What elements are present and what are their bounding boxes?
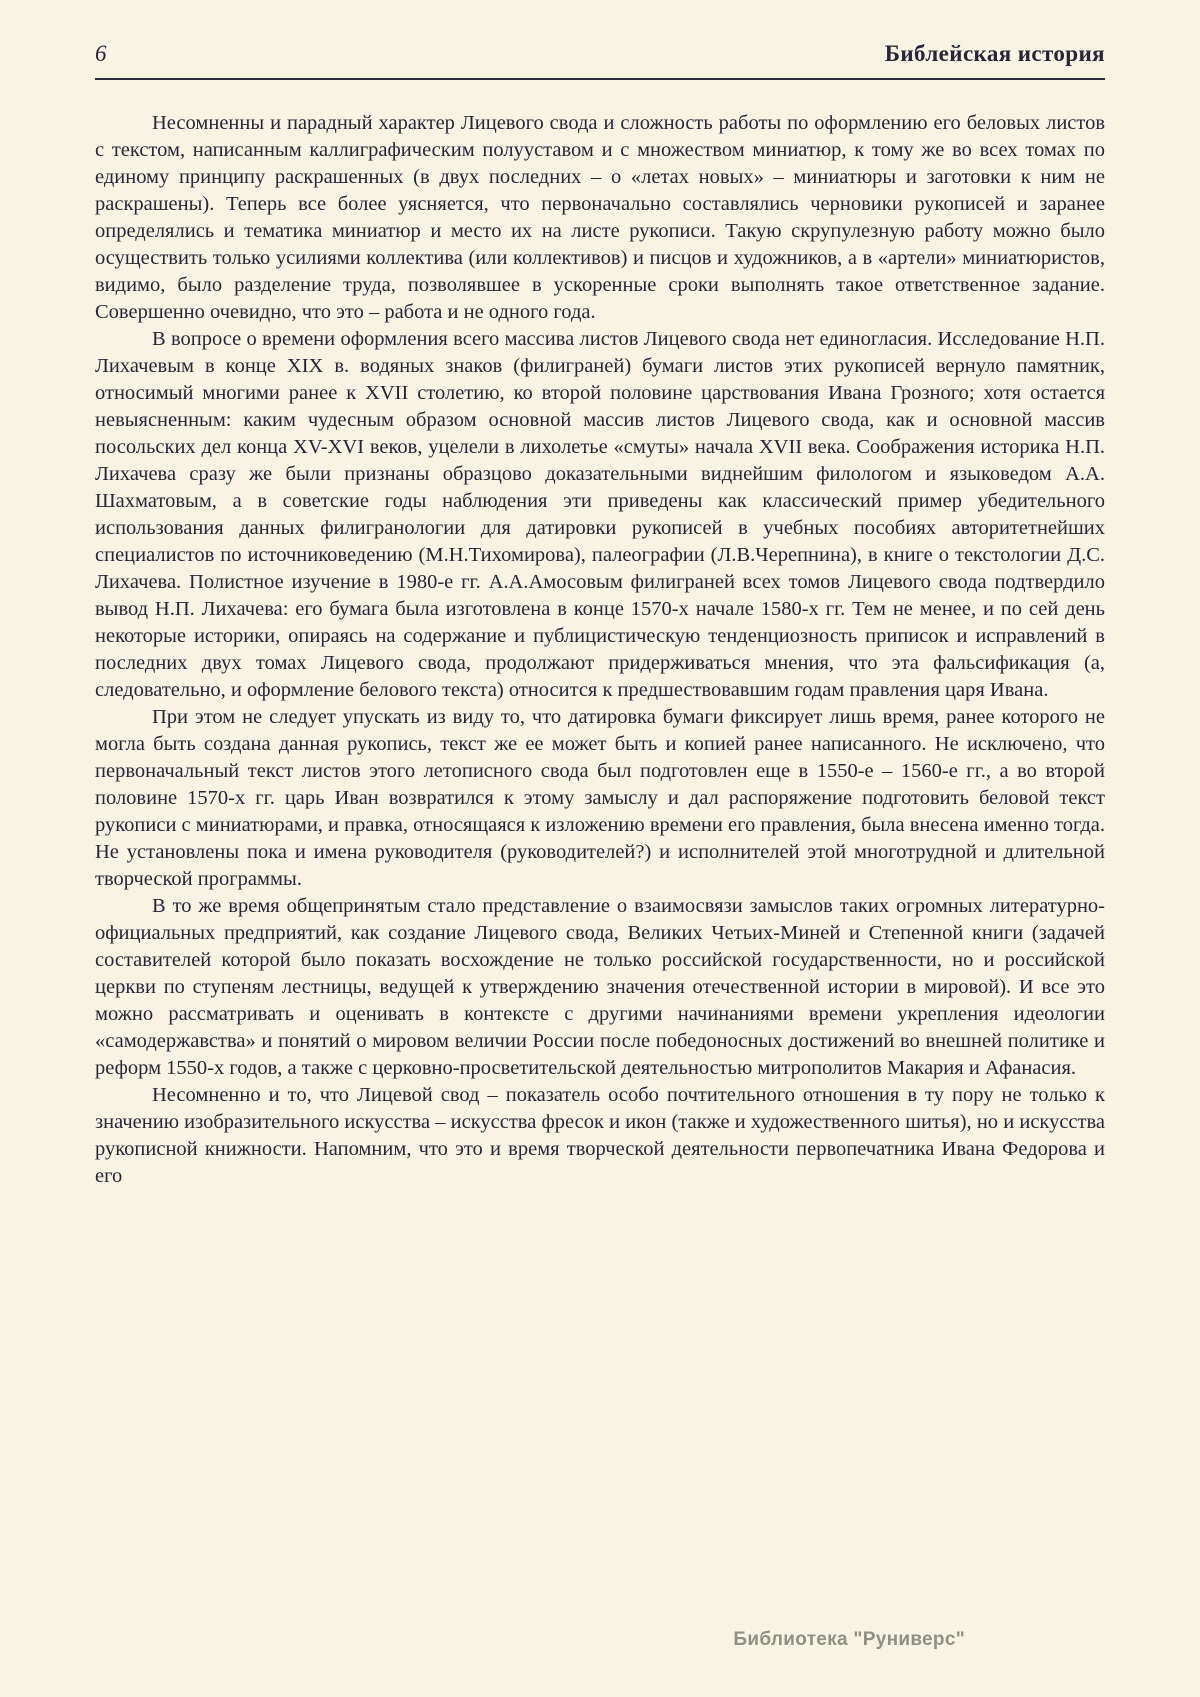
- paragraph-4: В то же время общепринятым стало представление о взаимосвязи замыслов таких огромных литературно-официальных предприятий, как создание Лицевого свода, Великих Четьих-Миней и Степенной книги (задачей составителей которой было показать восхождение не только российской государственности, но и российской церкви по ступеням лестницы, ведущей к утверждению значения отечественной истории в мировой). И все это можно рассматривать и оценивать в контексте с другими начинаниями времени укрепления идеологии «самодержавства» и понятий о мировом величии России после победоносных достижений во внешней политике и реформ 1550-х годов, а также с церковно-просветительской деятельностью митрополитов Макария и Афанасия.: [95, 894, 1105, 1079]
- page-number: 6: [95, 41, 107, 66]
- paragraph-3: При этом не следует упускать из виду то, что датировка бумаги фиксирует лишь время, ранее которого не могла быть создана данная рукопись, текст же ее может быть и копией ранее написанного. Не исключено, что первоначальный текст листов этого летописного свода был подготовлен еще в 1550-е – 1560-е гг., а во второй половине 1570-х гг. царь Иван возвратился к этому замыслу и дал распоряжение подготовить беловой текст рукописи с миниатюрами, и правка, относящаяся к изложению времени его правления, была внесена именно тогда. Не установлены пока и имена руководителя (руководителей?) и исполнителей этой многотрудной и длительной творческой программы.: [95, 705, 1105, 890]
- library-watermark: Библиотека "Руниверс": [733, 1629, 965, 1650]
- page-header: [95, 40, 1105, 68]
- header-rule: [95, 78, 1105, 80]
- paragraph-5: Несомненно и то, что Лицевой свод – показатель особо почтительного отношения в ту пору не только к значению изобразительного искусства – искусства фресок и икон (также и художественного шитья), но и искусства рукописной книжности. Напомним, что это и время творческой деятельности первопечатника Ивана Федорова и его: [95, 1083, 1105, 1187]
- paragraph-1: Несомненны и парадный характер Лицевого свода и сложность работы по оформлению его беловых листов с текстом, написанным каллиграфическим полууставом и с множеством миниатюр, к тому же во всех томах по единому принципу раскрашенных (в двух последних – о «летах новых» – миниатюры и заготовки к ним не раскрашены). Теперь все более уясняется, что первоначально составлялись черновики рукописей и заранее определялись и тематика миниатюр и место их на листе рукописи. Такую скрупулезную работу можно было осуществить только усилиями коллектива (или коллективов) и писцов и художников, а в «артели» миниатюристов, видимо, было разделение труда, позволявшее в ускоренные сроки выполнять такое ответственное задание. Совершенно очевидно, что это – работа и не одного года.: [95, 111, 1105, 323]
- paragraph-2: В вопросе о времени оформления всего массива листов Лицевого свода нет единогласия. Исследование Н.П. Лихачевым в конце XIX в. водяных знаков (филиграней) бумаги листов этих рукописей вернуло памятник, относимый многими ранее к XVII столетию, ко второй половине царствования Ивана Грозного; хотя остается невыясненным: каким чудесным образом основной массив листов Лицевого свода, как и основной массив посольских дел конца XV-XVI веков, уцелели в лихолетье «смуты» начала XVII века. Соображения историка Н.П. Лихачева сразу же были признаны образцово доказательными виднейшим филологом и языковедом А.А. Шахматовым, а в советские годы наблюдения эти приведены как классический пример убедительного использования данных филигранологии для датировки рукописей в учебных пособиях авторитетнейших специалистов по источниковедению (М.Н.Тихомирова), палеографии (Л.В.Черепнина), в книге о текстологии Д.С. Лихачева. Полистное изучение в 1980-е гг. А.А.Амосовым филиграней всех томов Лицевого свода подтвердило вывод Н.П. Лихачева: его бумага была изготовлена в конце 1570-х начале 1580-х гг. Тем не менее, и по сей день некоторые историки, опираясь на содержание и публицистическую тенденциозность приписок и исправлений в последних двух томах Лицевого свода, продолжают придерживаться мнения, что эта фальсификация (а, следовательно, и оформление белового текста) относится к предшествовавшим годам правления царя Ивана.: [95, 327, 1105, 701]
- page-body: [95, 110, 1105, 1190]
- running-title: Библейская история: [884, 41, 1105, 66]
